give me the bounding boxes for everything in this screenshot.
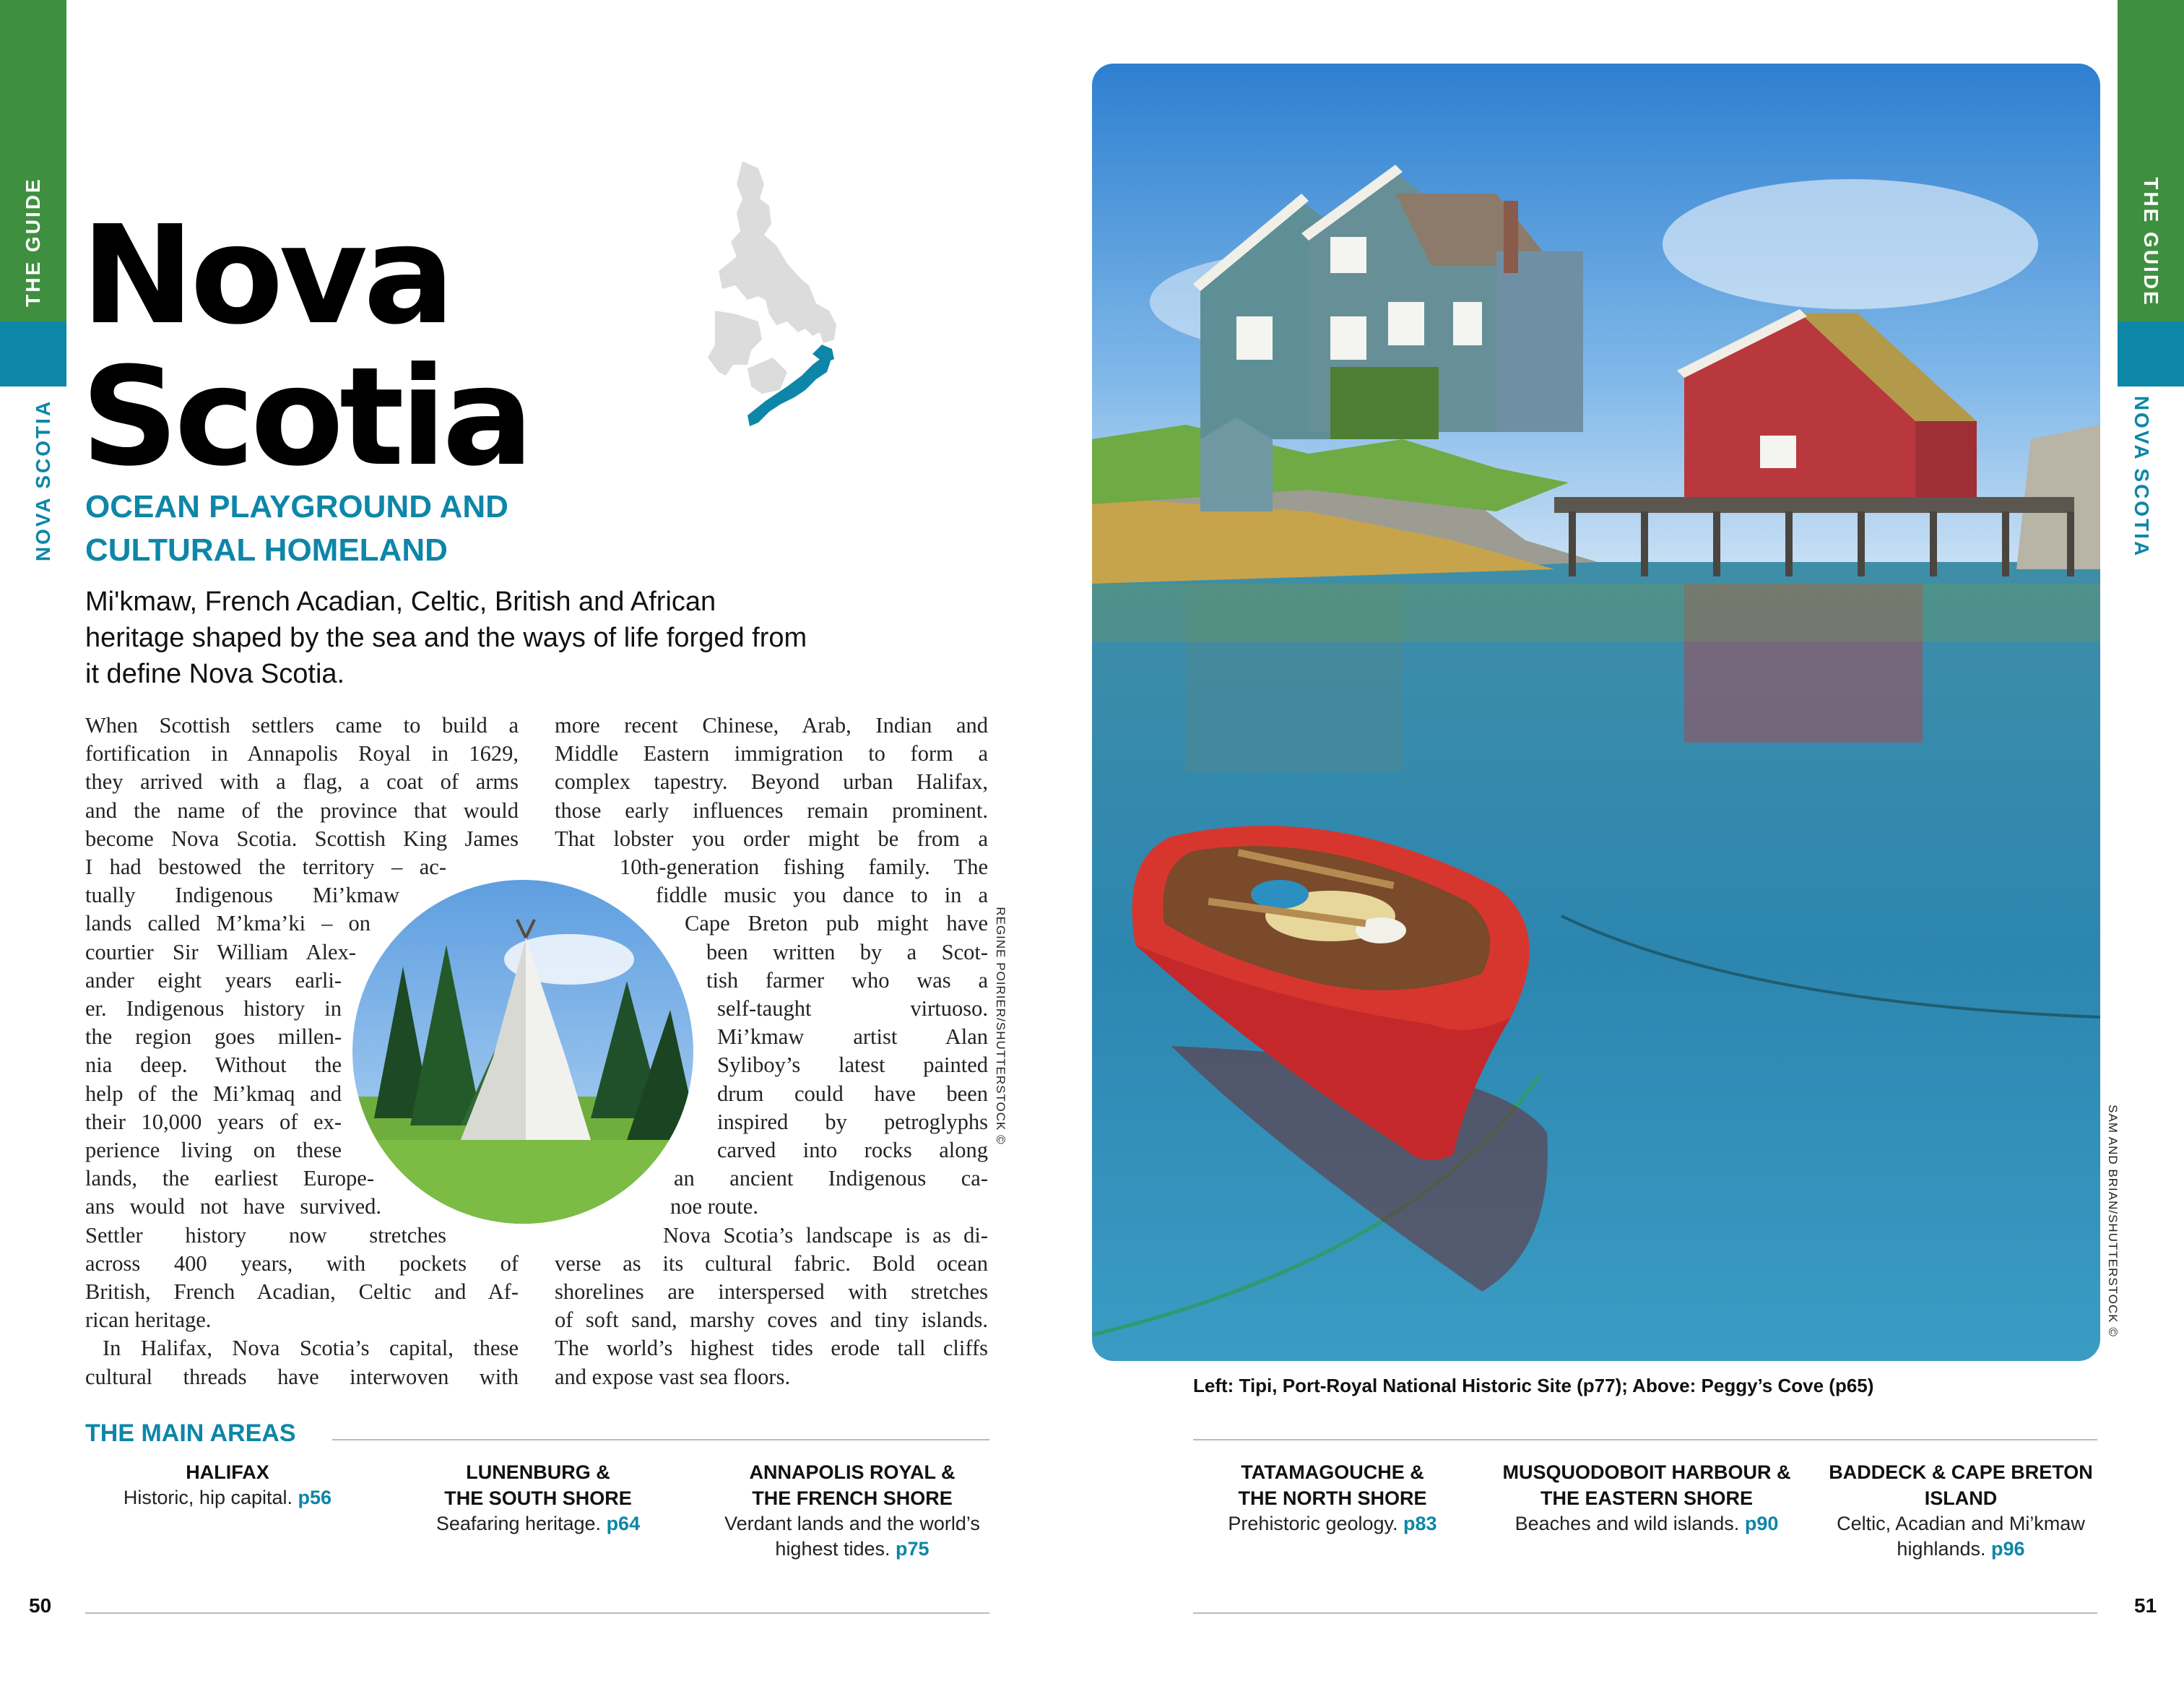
area-item xyxy=(1502,1459,1791,1537)
area-item xyxy=(87,1459,368,1511)
page-subtitle xyxy=(85,485,508,572)
area-description xyxy=(1192,1511,1473,1537)
side-tab-section xyxy=(0,0,66,321)
area-page-link[interactable]: p75 xyxy=(896,1538,930,1560)
main-areas-rule-left xyxy=(332,1439,989,1440)
body-line: their 10,000 years of ex- xyxy=(85,1109,342,1134)
body-line: lands called M’kma’ki – on xyxy=(85,911,370,936)
body-line: fortification in Annapolis Royal in 1629, xyxy=(85,741,519,766)
area-page-link[interactable]: p64 xyxy=(606,1513,641,1534)
body-line: ander eight years earli- xyxy=(85,967,342,993)
subtitle-line-1: OCEAN PLAYGROUND AND xyxy=(85,489,508,524)
main-areas-heading: THE MAIN AREAS xyxy=(85,1419,296,1447)
body-line: Nova Scotia’s landscape is as di- xyxy=(663,1222,988,1248)
title-line-1: Nova xyxy=(81,196,451,355)
area-page-link[interactable]: p56 xyxy=(298,1487,332,1508)
cape-breton-shape xyxy=(812,345,834,363)
lead-paragraph xyxy=(85,584,807,692)
area-desc-text: Celtic, Acadian and Mi’kmaw xyxy=(1837,1513,2085,1534)
body-line: tually Indigenous Mi’kmaw xyxy=(85,883,399,908)
side-tab-region xyxy=(0,321,66,386)
area-desc-text: Beaches and wild islands. xyxy=(1514,1513,1740,1534)
side-tab-region-label: NOVA SCOTIA xyxy=(32,399,54,562)
body-line: Middle Eastern immigration to form a xyxy=(555,741,988,766)
body-line: Syliboy’s latest painted xyxy=(717,1053,988,1078)
body-line: nia deep. Without the xyxy=(85,1053,342,1078)
area-description xyxy=(87,1485,368,1511)
page-number-right: 51 xyxy=(2134,1594,2157,1617)
side-tab-section-label: THE GUIDE xyxy=(22,177,44,307)
body-line: carved into rocks along xyxy=(717,1138,988,1163)
body-line: That lobster you order might be from a xyxy=(555,826,988,851)
area-description xyxy=(397,1511,679,1537)
lead-line-3: it define Nova Scotia. xyxy=(85,659,345,689)
area-item xyxy=(1192,1459,1473,1537)
body-line: noe route. xyxy=(670,1194,758,1219)
body-line: The world’s highest tides erode tall cliffs xyxy=(555,1336,988,1361)
page-number-left: 50 xyxy=(29,1594,52,1617)
body-line: er. Indigenous history in xyxy=(85,996,342,1021)
area-name-line-2: ISLAND xyxy=(1924,1487,1998,1509)
body-line: been written by a Scot- xyxy=(706,939,988,964)
body-line: inspired by petroglyphs xyxy=(717,1109,988,1134)
body-line: help of the Mi’kmaq and xyxy=(85,1081,342,1106)
body-line: 10th-generation fishing family. The xyxy=(620,855,988,880)
area-desc-text: Verdant lands and the world’s xyxy=(724,1513,980,1534)
side-tab-region-label-right: NOVA SCOTIA xyxy=(2131,395,2153,558)
area-name: TATAMAGOUCHE & xyxy=(1241,1461,1424,1483)
area-name-line-2: THE EASTERN SHORE xyxy=(1540,1487,1754,1509)
body-line: courtier Sir William Alex- xyxy=(85,939,356,964)
area-description xyxy=(1820,1537,2102,1562)
body-line: shorelines are interspersed with stretches xyxy=(555,1279,988,1305)
area-desc-text: Historic, hip capital. xyxy=(123,1487,293,1508)
body-line: I had bestowed the territory – ac- xyxy=(85,855,446,880)
body-line: the region goes millen- xyxy=(85,1024,342,1050)
body-line: become Nova Scotia. Scottish King James xyxy=(85,826,519,851)
area-item xyxy=(397,1459,679,1537)
area-name-line-2: THE NORTH SHORE xyxy=(1238,1487,1427,1509)
side-tab-section-label-right: THE GUIDE xyxy=(2140,177,2162,307)
lead-line-1: Mi'kmaw, French Acadian, Celtic, British and African xyxy=(85,587,716,617)
body-line: and the name of the province that would xyxy=(85,798,519,823)
area-desc-text: Seafaring heritage. xyxy=(436,1513,602,1534)
footer-rule-left xyxy=(85,1612,989,1614)
body-line: ans would not have survived. xyxy=(85,1194,381,1219)
body-line: In Halifax, Nova Scotia’s capital, these xyxy=(103,1336,519,1361)
area-item xyxy=(1820,1459,2102,1562)
subtitle-line-2: CULTURAL HOMELAND xyxy=(85,532,448,568)
area-name-line-2: THE SOUTH SHORE xyxy=(444,1487,632,1509)
body-line: of soft sand, marshy coves and tiny islands. xyxy=(555,1308,988,1333)
body-line: drum could have been xyxy=(717,1081,988,1106)
footer-rule-right xyxy=(1193,1612,2097,1614)
page-title xyxy=(81,196,530,496)
area-description xyxy=(1502,1511,1791,1537)
area-item xyxy=(708,1459,997,1562)
main-photo-credit: SAM AND BRIAN/SHUTTERSTOCK © xyxy=(2106,1105,2120,1337)
area-name-line-2: THE FRENCH SHORE xyxy=(752,1487,953,1509)
body-line: rican heritage. xyxy=(85,1308,212,1333)
body-line: Cape Breton pub might have xyxy=(685,911,988,936)
area-desc-text-2: highlands. xyxy=(1897,1538,1986,1560)
peggys-cove-photo xyxy=(1092,64,2100,1361)
body-line: fiddle music you dance to in a xyxy=(656,883,988,908)
tipi-photo-credit: REGINE POIRIER/SHUTTERSTOCK © xyxy=(994,907,1008,1145)
body-line: they arrived with a flag, a coat of arms xyxy=(85,769,519,795)
body-line: and expose vast sea floors. xyxy=(555,1364,791,1389)
new-brunswick-shape xyxy=(748,358,787,394)
area-name: HALIFAX xyxy=(186,1461,269,1483)
body-line: an ancient Indigenous ca- xyxy=(674,1166,988,1191)
body-line: British, French Acadian, Celtic and Af- xyxy=(85,1279,519,1305)
body-line: lands, the earliest Europe- xyxy=(85,1166,374,1191)
body-line: Settler history now stretches xyxy=(85,1222,446,1248)
title-line-2: Scotia xyxy=(81,338,530,496)
lead-line-2: heritage shaped by the sea and the ways of life forged from xyxy=(85,623,807,653)
area-name: ANNAPOLIS ROYAL & xyxy=(749,1461,956,1483)
body-line: Mi’kmaw artist Alan xyxy=(717,1024,988,1050)
body-line: self-taught virtuoso. xyxy=(717,996,988,1021)
body-line: tish farmer who was a xyxy=(706,967,988,993)
area-page-link[interactable]: p90 xyxy=(1744,1513,1779,1534)
body-line: those early influences remain prominent. xyxy=(555,798,988,823)
photo-caption: Left: Tipi, Port-Royal National Historic Site (p77); Above: Peggy’s Cove (p65) xyxy=(1193,1375,1874,1396)
area-name: LUNENBURG & xyxy=(466,1461,610,1483)
main-areas-rule-right xyxy=(1193,1439,2097,1440)
body-line: cultural threads have interwoven with xyxy=(85,1364,519,1389)
side-tab-section-right xyxy=(2118,0,2184,321)
area-desc-text-2: highest tides. xyxy=(775,1538,890,1560)
side-tab-region-right xyxy=(2118,321,2184,386)
body-line: When Scottish settlers came to build a xyxy=(85,713,519,738)
area-name: MUSQUODOBOIT HARBOUR & xyxy=(1502,1461,1791,1483)
tipi-photo xyxy=(352,880,693,1224)
locator-map xyxy=(679,155,888,466)
body-line: across 400 years, with pockets of xyxy=(85,1250,519,1276)
area-desc-text: Prehistoric geology. xyxy=(1228,1513,1398,1534)
area-name: BADDECK & CAPE BRETON xyxy=(1829,1461,2093,1483)
area-page-link[interactable]: p96 xyxy=(1991,1538,2025,1560)
body-line: complex tapestry. Beyond urban Halifax, xyxy=(555,769,988,795)
area-page-link[interactable]: p83 xyxy=(1403,1513,1437,1534)
body-line: more recent Chinese, Arab, Indian and xyxy=(555,713,988,738)
body-line: perience living on these xyxy=(85,1138,342,1163)
area-description xyxy=(708,1537,997,1562)
body-line: verse as its cultural fabric. Bold ocean xyxy=(555,1250,988,1276)
